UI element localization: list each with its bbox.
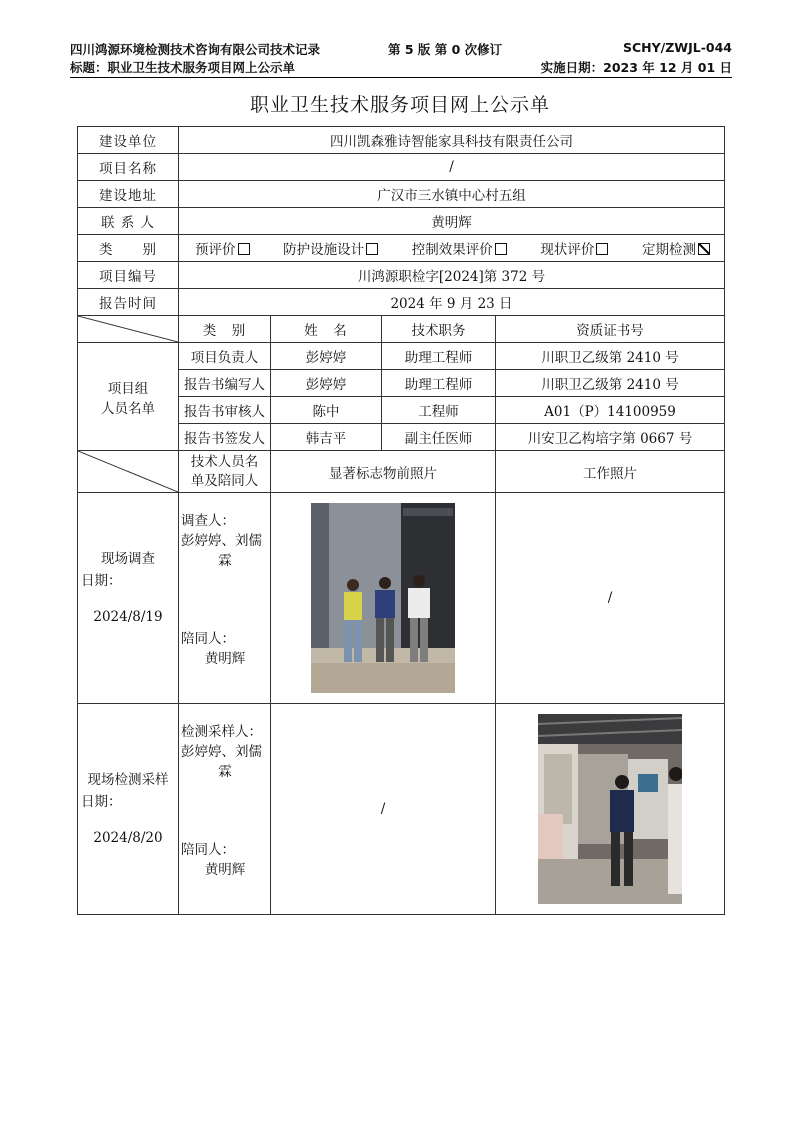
staff-name: 韩吉平	[271, 424, 382, 451]
landmark-photo-cell	[271, 493, 496, 704]
staff-title: 助理工程师	[382, 343, 496, 370]
staff-title: 工程师	[382, 397, 496, 424]
effective-date: 实施日期：2023 年 12 月 01 日	[540, 60, 732, 75]
report-time-label: 报告时间	[78, 289, 179, 316]
contact-value: 黄明辉	[179, 208, 725, 235]
doc-header-row-1	[70, 40, 732, 58]
unit-value: 四川凯森雅诗智能家具科技有限责任公司	[179, 127, 725, 154]
staff-cert: 川职卫乙级第 2410 号	[496, 370, 725, 397]
survey-date: 2024/8/19	[93, 609, 163, 625]
staff-cert: 川安卫乙构培字第 0667 号	[496, 424, 725, 451]
checkbox-icon	[495, 243, 507, 255]
diagonal-cell	[78, 451, 179, 493]
sampling-date-label-1: 现场检测采样	[87, 772, 169, 788]
checkbox-icon	[366, 243, 378, 255]
staff-header-cert: 资质证书号	[496, 316, 725, 343]
staff-role: 报告书编写人	[179, 370, 271, 397]
doc-header-row-2	[70, 58, 732, 76]
address-label: 建设地址	[78, 181, 179, 208]
doc-code: SCHY/ZWJL-044	[622, 40, 732, 55]
staff-name: 陈中	[271, 397, 382, 424]
staff-title: 副主任医师	[382, 424, 496, 451]
staff-name: 彭婷婷	[271, 343, 382, 370]
category-control-evaluation[interactable]: 控制效果评价	[412, 238, 507, 258]
diagonal-cell	[78, 316, 179, 343]
project-name-value: /	[179, 154, 725, 181]
checkbox-icon	[238, 243, 250, 255]
sampling-date: 2024/8/20	[93, 830, 163, 846]
page-title: 职业卫生技术服务项目网上公示单	[249, 94, 550, 116]
contact-label: 联 系 人	[78, 208, 179, 235]
survey-work-photo-cell: /	[496, 493, 725, 704]
companion-name: 黄明辉	[204, 651, 246, 667]
investigator-names-cont: 霖	[218, 553, 232, 569]
survey-people-cell	[179, 493, 271, 704]
investigator-label: 调查人：	[181, 513, 235, 529]
staff-role: 报告书签发人	[179, 424, 271, 451]
photo-header-work: 工作照片	[496, 451, 725, 493]
project-no-value: 川鸿源职检字[2024]第 372 号	[179, 262, 725, 289]
category-label: 类 别	[78, 235, 179, 262]
photo-header-staff: 技术人员名 单及陪同人	[179, 451, 271, 493]
companion-label: 陪同人：	[181, 631, 235, 647]
investigator-names: 彭婷婷、刘儒	[181, 533, 262, 549]
staff-role: 报告书审核人	[179, 397, 271, 424]
sampler-label: 检测采样人：	[181, 724, 262, 740]
work-photo-cell	[496, 704, 725, 915]
company-name: 四川鸿源环境检测技术咨询有限公司技术记录	[70, 42, 321, 57]
staff-header-category: 类 别	[179, 316, 271, 343]
category-options	[179, 235, 725, 262]
version: 第 5 版 第 0 次修订	[388, 42, 503, 57]
sampler-names: 彭婷婷、刘儒	[181, 744, 262, 760]
sampling-date-label-2: 日期：	[81, 794, 122, 810]
landmark-photo	[311, 503, 455, 693]
header-title: 标题：职业卫生技术服务项目网上公示单	[70, 60, 296, 75]
project-name-label: 项目名称	[78, 154, 179, 181]
staff-header-title: 技术职务	[382, 316, 496, 343]
companion-label: 陪同人：	[181, 842, 235, 858]
sampling-date-cell	[78, 704, 179, 915]
staff-name: 彭婷婷	[271, 370, 382, 397]
survey-date-label-2: 日期：	[81, 573, 122, 589]
category-status-evaluation[interactable]: 现状评价	[540, 238, 608, 258]
disclosure-form	[77, 126, 725, 915]
sampler-names-cont: 霖	[218, 764, 232, 780]
category-pre-evaluation[interactable]: 预评价	[195, 238, 250, 258]
staff-cert: A01（P）14100959	[496, 397, 725, 424]
project-no-label: 项目编号	[78, 262, 179, 289]
sampling-people-cell	[179, 704, 271, 915]
staff-title: 助理工程师	[382, 370, 496, 397]
companion-name: 黄明辉	[204, 862, 246, 878]
survey-date-label-1: 现场调查	[101, 551, 155, 567]
checkbox-checked-icon	[698, 243, 710, 255]
survey-date-cell	[78, 493, 179, 704]
address-value: 广汉市三水镇中心村五组	[179, 181, 725, 208]
category-protection-design[interactable]: 防护设施设计	[283, 238, 378, 258]
staff-role: 项目负责人	[179, 343, 271, 370]
staff-cert: 川职卫乙级第 2410 号	[496, 343, 725, 370]
staff-header-name: 姓 名	[271, 316, 382, 343]
work-photo	[538, 714, 682, 904]
sampling-landmark-cell: /	[271, 704, 496, 915]
checkbox-icon	[596, 243, 608, 255]
photo-header-landmark: 显著标志物前照片	[271, 451, 496, 493]
staff-group-label: 项目组 人员名单	[78, 343, 179, 451]
category-periodic-test[interactable]: 定期检测	[642, 238, 710, 258]
header-divider	[70, 77, 732, 78]
unit-label: 建设单位	[78, 127, 179, 154]
report-time-value: 2024 年 9 月 23 日	[179, 289, 725, 316]
